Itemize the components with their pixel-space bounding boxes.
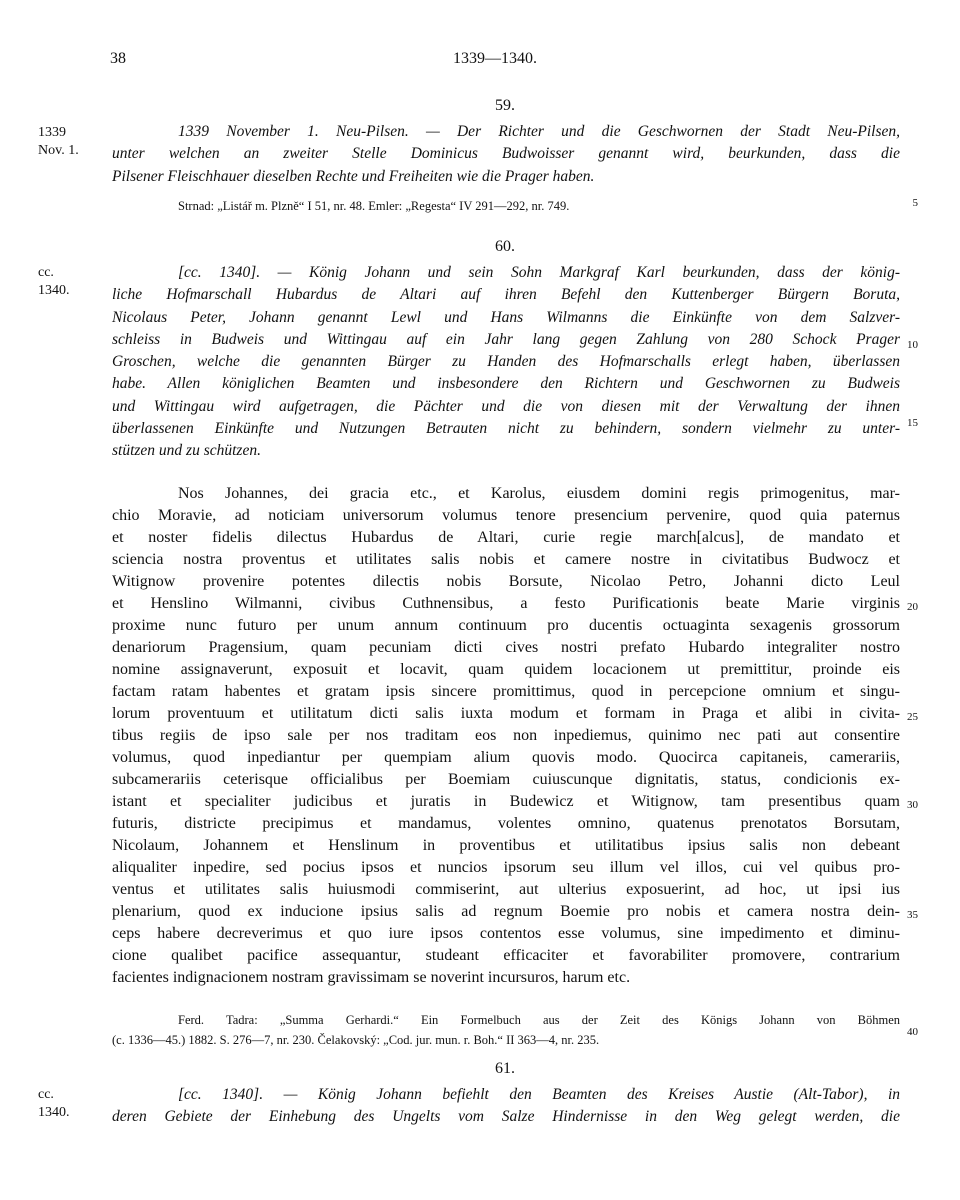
line-number: 20	[907, 601, 918, 613]
line-number: 35	[907, 909, 918, 921]
charter-line: futuris, districte precipimus et mandamus, volentes omnino, quatenus prenotatos Borsutam,	[112, 815, 900, 832]
running-title: 1339—1340.	[453, 50, 537, 67]
line-number: 10	[907, 339, 918, 351]
regest-line: [cc. 1340]. — König Johann befiehlt den Beamten des Kreises Austie (Alt-Tabor), in	[178, 1086, 900, 1103]
regest-line: deren Gebiete der Einhebung des Ungelts vom Salze Hindernisse in den Weg gelegt werden, die	[112, 1108, 900, 1126]
charter-line: nomine assignaverunt, exposuit et locavit, quam quidem locacionem ut premittitur, proinde eis	[112, 661, 900, 678]
charter-line: Nos Johannes, dei gracia etc., et Karolus, eiusdem domini regis primogenitus, mar-	[178, 485, 900, 502]
regest-line: Groschen, welche die genannten Bürger zu Handen des Hofmarschalls erlegt haben, überlassen	[112, 353, 900, 371]
regest-line: liche Hofmarschall Hubardus de Altari auf ihren Befehl den Kuttenberger Bürgern Boruta,	[112, 286, 900, 304]
source-citation-60	[112, 1010, 900, 1050]
regest-line: stützen und zu schützen.	[112, 442, 261, 460]
margin-date-year: 1340.	[38, 283, 70, 298]
entry-number-59: 59.	[495, 97, 515, 114]
charter-text-60	[112, 483, 900, 989]
regest-59	[112, 121, 900, 188]
margin-date-year: 1340.	[38, 1105, 70, 1120]
charter-line: aliqualiter inpedire, sed pocius ipsos et nuncios ipsorum seu illum vel illos, cui vel quibus pro-	[112, 859, 900, 876]
charter-line: Nicolaum, Johannem et Henslinum in proventibus et utilitatibus ipsius salis non debeant	[112, 837, 900, 854]
margin-date-60	[38, 264, 100, 300]
charter-line: et Henslino Wilmanni, civibus Cuthnensibus, a festo Purificationis beate Marie virginis	[112, 595, 900, 612]
charter-line: sciencia nostra proventus et utilitates salis nobis et camere nostre in civitatibus Budwocz et	[112, 551, 900, 568]
charter-line: ceps habere decreverimus et quo iure ipsos contentos esse volumus, sine impedimento et diminu-	[112, 925, 900, 942]
charter-line: Witignow provenire potentes dilectis nobis Borsute, Nicolao Petro, Johanni dicto Leul	[112, 573, 900, 590]
charter-line: tibus regiis de ipso sale per nos traditam eos non inpediemus, quinimo nec pati aut consentire	[112, 727, 900, 744]
regest-61	[112, 1084, 900, 1129]
margin-date-day: Nov. 1.	[38, 143, 79, 158]
line-number: 15	[907, 417, 918, 429]
charter-line: plenarium, quod ex inducione ipsius salis ad regnum Boemie pro nobis et camera nostra dein-	[112, 903, 900, 920]
charter-line: lorum proventuum et utilitatum dicti salis iuxta modum et formam in Praga et alibi in civita-	[112, 705, 900, 722]
line-number: 40	[907, 1026, 918, 1038]
charter-line: chio Moravie, ad noticiam universorum volumus tenore presencium pervenire, quod quia paternus	[112, 507, 900, 524]
regest-line: überlassenen Einkünfte und Nutzungen Betrauten nicht zu behindern, sondern vielmehr zu unter-	[112, 420, 900, 438]
regest-60	[112, 262, 900, 463]
charter-line: subcamerariis ceterisque officialibus per Boemiam cuiuscunque dignitatis, status, condicionis ex-	[112, 771, 900, 788]
line-number: 30	[907, 799, 918, 811]
source-line: (c. 1336—45.) 1882. S. 276—7, nr. 230. Čelakovský: „Cod. jur. mun. r. Boh.“ II 363—4, nr. 235.	[112, 1033, 600, 1047]
charter-line: cione qualibet pacifice assequantur, studeant efficaciter et favorabiliter promovere, contrarium	[112, 947, 900, 964]
charter-line: ventus et utilitates salis huiusmodi commiserint, aut ulterius exposuerint, ad hoc, ut ipsi ius	[112, 881, 900, 898]
regest-line: unter welchen an zweiter Stelle Dominicus Budwoisser genannt wird, beurkunden, dass die	[112, 145, 900, 163]
regest-line: 1339 November 1. Neu-Pilsen. — Der Richter und die Geschwornen der Stadt Neu-Pilsen,	[178, 123, 900, 140]
regest-line: Pilsener Fleischhauer dieselben Rechte und Freiheiten wie die Prager haben.	[112, 167, 595, 185]
entry-number-61: 61.	[495, 1060, 515, 1077]
margin-date-59	[38, 124, 100, 160]
page-number: 38	[110, 50, 126, 67]
charter-line: et noster fidelis dilectus Hubardus de Altari, curie regie march[alcus], de mandato et	[112, 529, 900, 546]
regest-line: schleiss in Budweis und Wittingau auf ein Jahr lang gegen Zahlung von 280 Schock Prager	[112, 330, 900, 348]
margin-date-61	[38, 1086, 100, 1122]
margin-date-circa: cc.	[38, 1087, 54, 1102]
regest-line: [cc. 1340]. — König Johann und sein Sohn Markgraf Karl beurkunden, dass der könig-	[178, 264, 900, 281]
source-line: Ferd. Tadra: „Summa Gerhardi.“ Ein Formelbuch aus der Zeit des Königs Johann von Böhmen	[178, 1013, 900, 1027]
charter-line: volumus, quod inpediantur per quempiam alium quovis modo. Quocirca capitaneis, camerariis,	[112, 749, 900, 766]
charter-line: proxime nunc futuro per unum annum continuum pro ducentis octuaginta sexagenis grossorum	[112, 617, 900, 634]
charter-line: istant et specialiter judicibus et juratis in Budewicz et Witignow, tam presentibus quam	[112, 793, 900, 810]
regest-line: habe. Allen königlichen Beamten und insbesondere den Richtern und Geschwornen zu Budweis	[112, 375, 900, 393]
charter-line: factam ratam habentes et gratam ipsis sincere promittimus, quod in percepcione omnium et singu-	[112, 683, 900, 700]
entry-number-60: 60.	[495, 238, 515, 255]
regest-line: Nicolaus Peter, Johann genannt Lewl und Hans Wilmanns die Einkünfte von dem Salzver-	[112, 308, 900, 326]
charter-line: denariorum Pragensium, quam pecuniam dicti cives nostri prefato Hubardo integraliter nostro	[112, 639, 900, 656]
line-number: 5	[912, 197, 918, 209]
charter-line: facientes indignacionem nostram gravissimam se noverint incursuros, harum etc.	[112, 969, 631, 986]
source-citation-59: Strnad: „Listář m. Plzně“ I 51, nr. 48. Emler: „Regesta“ IV 291—292, nr. 749.	[178, 199, 570, 213]
line-number: 25	[907, 711, 918, 723]
margin-date-year: 1339	[38, 125, 66, 140]
margin-date-circa: cc.	[38, 265, 54, 280]
regest-line: und Wittingau wird aufgetragen, die Pächter und die von diesen mit der Verwaltung der ihnen	[112, 397, 900, 415]
